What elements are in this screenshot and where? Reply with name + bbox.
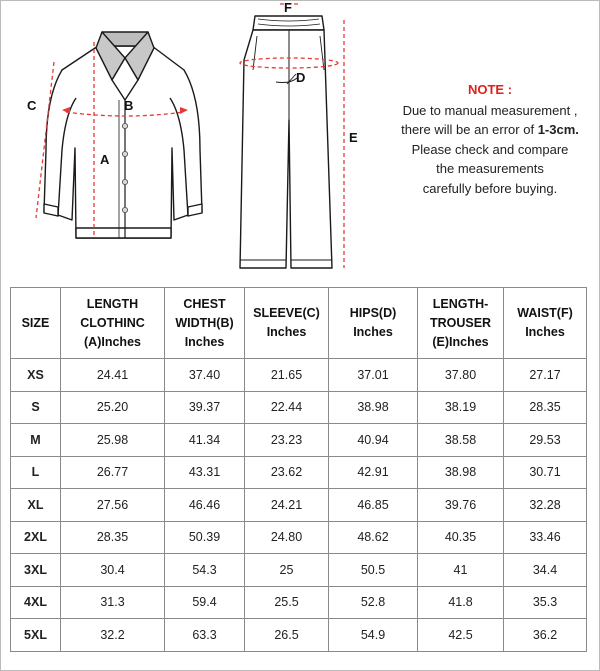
column-header-line: LENGTH- bbox=[432, 296, 489, 311]
measurement-cell: 36.2 bbox=[504, 619, 587, 652]
label-d: D bbox=[296, 70, 306, 85]
table-row bbox=[11, 489, 587, 522]
column-header bbox=[61, 288, 165, 359]
column-header-line: CLOTHINC bbox=[80, 315, 145, 330]
note-line-2-bold: 1-3cm. bbox=[537, 122, 579, 137]
measurement-cell: 48.62 bbox=[329, 521, 418, 554]
column-header-line: WAIST(F) bbox=[517, 306, 573, 320]
column-header-line: Inches bbox=[353, 325, 393, 339]
measurement-cell: 59.4 bbox=[165, 586, 245, 619]
column-header-line: SIZE bbox=[21, 315, 50, 330]
table-header-row bbox=[11, 288, 587, 359]
measurement-cell: 28.35 bbox=[504, 391, 587, 424]
measurement-cell: 30.4 bbox=[61, 554, 165, 587]
column-header bbox=[504, 288, 587, 359]
measurement-cell: 25 bbox=[245, 554, 329, 587]
note-line-5: carefully before buying. bbox=[422, 180, 558, 196]
measurement-cell: 23.23 bbox=[245, 424, 329, 457]
label-e: E bbox=[349, 130, 358, 145]
garment-diagram bbox=[0, 0, 600, 285]
table-row bbox=[11, 424, 587, 457]
measurement-cell: 38.98 bbox=[329, 391, 418, 424]
note-line-1: Due to manual measurement , bbox=[402, 102, 578, 118]
shirt-illustration bbox=[44, 32, 202, 238]
measurement-cell: 43.31 bbox=[165, 456, 245, 489]
measurement-cell: 29.53 bbox=[504, 424, 587, 457]
size-cell: 2XL bbox=[11, 521, 61, 554]
measurement-cell: 41.8 bbox=[418, 586, 504, 619]
measurement-cell: 38.58 bbox=[418, 424, 504, 457]
measurement-cell: 54.3 bbox=[165, 554, 245, 587]
measurement-cell: 39.76 bbox=[418, 489, 504, 522]
measurement-cell: 50.5 bbox=[329, 554, 418, 587]
measurement-cell: 42.5 bbox=[418, 619, 504, 652]
size-cell: XS bbox=[11, 359, 61, 392]
size-cell: M bbox=[11, 424, 61, 457]
column-header-line: Inches bbox=[525, 325, 565, 339]
column-header bbox=[245, 288, 329, 359]
measurement-cell: 34.4 bbox=[504, 554, 587, 587]
measurement-cell: 28.35 bbox=[61, 521, 165, 554]
column-header-line: Inches bbox=[266, 325, 307, 339]
measurement-cell: 25.98 bbox=[61, 424, 165, 457]
measurement-cell: 25.5 bbox=[245, 586, 329, 619]
measurement-cell: 25.20 bbox=[61, 391, 165, 424]
measurement-cell: 37.01 bbox=[329, 359, 418, 392]
table-row bbox=[11, 554, 587, 587]
measurement-cell: 38.98 bbox=[418, 456, 504, 489]
note-title: NOTE : bbox=[467, 82, 513, 97]
measurement-cell: 27.56 bbox=[61, 489, 165, 522]
measurement-cell: 24.21 bbox=[245, 489, 329, 522]
table-row bbox=[11, 391, 587, 424]
measurement-cell: 52.8 bbox=[329, 586, 418, 619]
column-header bbox=[329, 288, 418, 359]
measurement-cell: 32.28 bbox=[504, 489, 587, 522]
column-header-line: SLEEVE(C) bbox=[253, 306, 320, 320]
column-header-line: Inches bbox=[184, 334, 225, 349]
column-header bbox=[165, 288, 245, 359]
measurement-cell: 22.44 bbox=[245, 391, 329, 424]
table-row bbox=[11, 619, 587, 652]
column-header-line: CHEST bbox=[183, 296, 226, 311]
size-cell: L bbox=[11, 456, 61, 489]
column-header-line: HIPS(D) bbox=[349, 306, 397, 320]
measurement-cell: 31.3 bbox=[61, 586, 165, 619]
label-c: C bbox=[27, 98, 37, 113]
note-line-4: the measurements bbox=[436, 161, 544, 176]
measurement-cell: 54.9 bbox=[329, 619, 418, 652]
measurement-cell: 24.41 bbox=[61, 359, 165, 392]
table-row bbox=[11, 521, 587, 554]
label-a: A bbox=[100, 152, 110, 167]
note-line-3: Please check and compare bbox=[411, 141, 569, 157]
measurement-cell: 33.46 bbox=[504, 521, 587, 554]
size-cell: 3XL bbox=[11, 554, 61, 587]
column-header-line: (A)Inches bbox=[84, 334, 141, 349]
measurement-cell: 26.77 bbox=[61, 456, 165, 489]
measurement-cell: 42.91 bbox=[329, 456, 418, 489]
measurement-cell: 41.34 bbox=[165, 424, 245, 457]
measurement-cell: 38.19 bbox=[418, 391, 504, 424]
measurement-cell: 41 bbox=[418, 554, 504, 587]
table-body bbox=[11, 359, 587, 652]
table-row bbox=[11, 586, 587, 619]
column-header-line: WIDTH(B) bbox=[175, 315, 234, 330]
measurement-cell: 46.46 bbox=[165, 489, 245, 522]
measurement-cell: 23.62 bbox=[245, 456, 329, 489]
measurement-cell: 21.65 bbox=[245, 359, 329, 392]
measurement-cell: 46.85 bbox=[329, 489, 418, 522]
measurement-cell: 27.17 bbox=[504, 359, 587, 392]
column-header bbox=[418, 288, 504, 359]
measurement-cell: 40.94 bbox=[329, 424, 418, 457]
measurement-note bbox=[380, 80, 600, 198]
measurement-cell: 39.37 bbox=[165, 391, 245, 424]
size-cell: S bbox=[11, 391, 61, 424]
column-header bbox=[11, 288, 61, 359]
measurement-cell: 32.2 bbox=[61, 619, 165, 652]
measurement-cell: 30.71 bbox=[504, 456, 587, 489]
measurement-cell: 63.3 bbox=[165, 619, 245, 652]
note-line-2-prefix: there will be an error of bbox=[401, 122, 538, 137]
note-line-2 bbox=[380, 120, 600, 140]
size-cell: XL bbox=[11, 489, 61, 522]
table-row bbox=[11, 456, 587, 489]
size-chart-table bbox=[10, 287, 587, 652]
measurement-cell: 37.40 bbox=[165, 359, 245, 392]
measurement-cell: 26.5 bbox=[245, 619, 329, 652]
label-b: B bbox=[124, 98, 134, 113]
measurement-cell: 40.35 bbox=[418, 521, 504, 554]
measurement-cell: 50.39 bbox=[165, 521, 245, 554]
column-header-line: (E)Inches bbox=[432, 334, 489, 349]
measurement-cell: 35.3 bbox=[504, 586, 587, 619]
measurement-cell: 24.80 bbox=[245, 521, 329, 554]
column-header-line: TROUSER bbox=[429, 315, 492, 330]
table-row bbox=[11, 359, 587, 392]
measurement-cell: 37.80 bbox=[418, 359, 504, 392]
size-cell: 4XL bbox=[11, 586, 61, 619]
size-cell: 5XL bbox=[11, 619, 61, 652]
label-f: F bbox=[284, 0, 292, 15]
pants-illustration bbox=[240, 16, 332, 268]
column-header-line: LENGTH bbox=[86, 296, 139, 311]
